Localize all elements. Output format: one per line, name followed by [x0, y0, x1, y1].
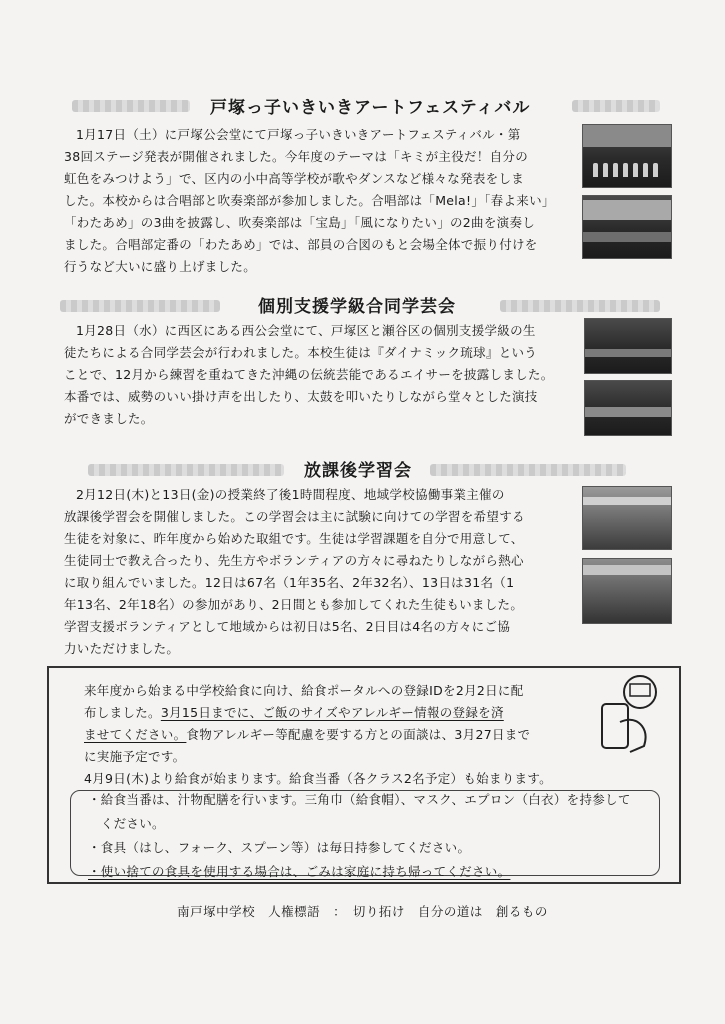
rule-item: ・食具（はし、フォーク、スプーン等）は毎日持参してください。	[88, 840, 471, 855]
body-line: 38回ステージ発表が開催されました。今年度のテーマは「キミが主役だ！自分の	[64, 149, 529, 164]
notice-line	[84, 724, 604, 746]
body-line: 本番では、威勢のいい掛け声を出したり、太鼓を叩いたりしながら堂々とした演技	[64, 389, 538, 404]
eisa-performance-photo-1	[584, 318, 672, 374]
body-line: 年13名、2年18名）の参加があり、2日間とも参加してくれた生徒もいました。	[64, 597, 524, 612]
body-line: した。本校からは合唱部と吹奏楽部が参加しました。合唱部は「Mela!」「春よ来い」	[64, 193, 555, 208]
eisa-performance-photo-2	[584, 380, 672, 436]
body-line: 力いただけました。	[64, 641, 180, 656]
redacted-text	[72, 100, 190, 112]
body-line: 生徒を対象に、昨年度から始めた取組です。生徒は学習課題を自分で用意して、	[64, 531, 524, 546]
body-line: 1月17日（土）に戸塚公会堂にて戸塚っ子いきいきアートフェスティバル・第	[76, 127, 521, 142]
redacted-text	[430, 464, 626, 476]
study-session-photo-1	[582, 486, 672, 550]
gakugeikai-body	[64, 320, 576, 430]
footer-motto: 南戸塚中学校 人権標語 ： 切り拓け 自分の道は 創るもの	[177, 904, 548, 919]
rule-item-underlined: ・使い捨ての食具を使用する場合は、ごみは家庭に持ち帰ってください。	[88, 864, 511, 879]
study-session-body	[64, 484, 576, 660]
lunch-notice-text	[84, 680, 604, 768]
notice-text: 布しました。	[84, 705, 161, 720]
smartphone-hand-icon	[592, 672, 668, 756]
redacted-text	[500, 300, 660, 312]
body-line: 2月12日(木)と13日(金)の授業終了後1時間程度、地域学校協働事業主催の	[76, 487, 505, 502]
body-line: ができました。	[64, 411, 154, 426]
section-title-gakugeikai: 個別支援学級合同学芸会	[258, 297, 456, 317]
notice-deadline-underlined: 3月15日までに、ご飯のサイズやアレルギー情報の登録を済	[160, 705, 504, 720]
lunch-start-line: 4月9日(木)より給食が始まります。給食当番（各クラス2名予定）も始まります。	[84, 771, 552, 786]
band-stage-photo	[582, 195, 672, 259]
body-line: 行うなど大いに盛り上げました。	[64, 259, 257, 274]
notice-line: に実施予定です。	[84, 749, 186, 764]
body-line: 徒たちによる合同学芸会が行われました。本校生徒は『ダイナミック琉球』という	[64, 345, 538, 360]
body-line: ことで、12月から練習を重ねてきた沖縄の伝統芸能であるエイサーを披露しました。	[64, 367, 554, 382]
body-line: に取り組んでいました。12日は67名（1年35名、2年32名）、13日は31名（1	[64, 575, 515, 590]
body-line: 学習支援ボランティアとして地域からは初日は5名、2日目は4名の方々にご協	[64, 619, 511, 634]
lunch-rules-list	[88, 788, 656, 884]
rule-item: ・給食当番は、汁物配膳を行います。三角巾（給食帽）、マスク、エプロン（白衣）を持参して	[88, 792, 631, 807]
body-line: 放課後学習会を開催しました。この学習会は主に試験に向けての学習を希望する	[64, 509, 525, 524]
redacted-text	[60, 300, 220, 312]
choir-stage-photo	[582, 124, 672, 188]
body-line: 1月28日（水）に西区にある西公会堂にて、戸塚区と瀬谷区の個別支援学級の生	[76, 323, 536, 338]
notice-line: 来年度から始まる中学校給食に向け、給食ポータルへの登録IDを2月2日に配	[84, 683, 524, 698]
redacted-text	[572, 100, 660, 112]
study-session-photo-2	[582, 558, 672, 624]
body-line: ました。合唱部定番の「わたあめ」では、部員の合図のもと会場全体で振り付けを	[64, 237, 538, 252]
body-line: 虹色をみつけよう」で、区内の小中高等学校が歌やダンスなど様々な発表をしま	[64, 171, 525, 186]
notice-line	[84, 702, 604, 724]
art-festival-body	[64, 124, 574, 278]
body-line: 「わたあめ」の3曲を披露し、吹奏楽部は「宝島」「風になりたい」の2曲を演奏し	[64, 215, 536, 230]
body-line: 生徒同士で教え合ったり、先生方やボランティアの方々に尋ねたりしながら熱心	[64, 553, 524, 568]
redacted-text	[88, 464, 284, 476]
section-title-art-festival: 戸塚っ子いきいきアートフェスティバル	[210, 98, 531, 118]
notice-deadline-underlined: ませてください。	[84, 727, 187, 742]
notice-text: 食物アレルギー等配慮を要する方との面談は、3月27日まで	[186, 727, 531, 742]
rule-item: ください。	[88, 816, 165, 831]
section-title-study-session: 放課後学習会	[304, 461, 412, 481]
